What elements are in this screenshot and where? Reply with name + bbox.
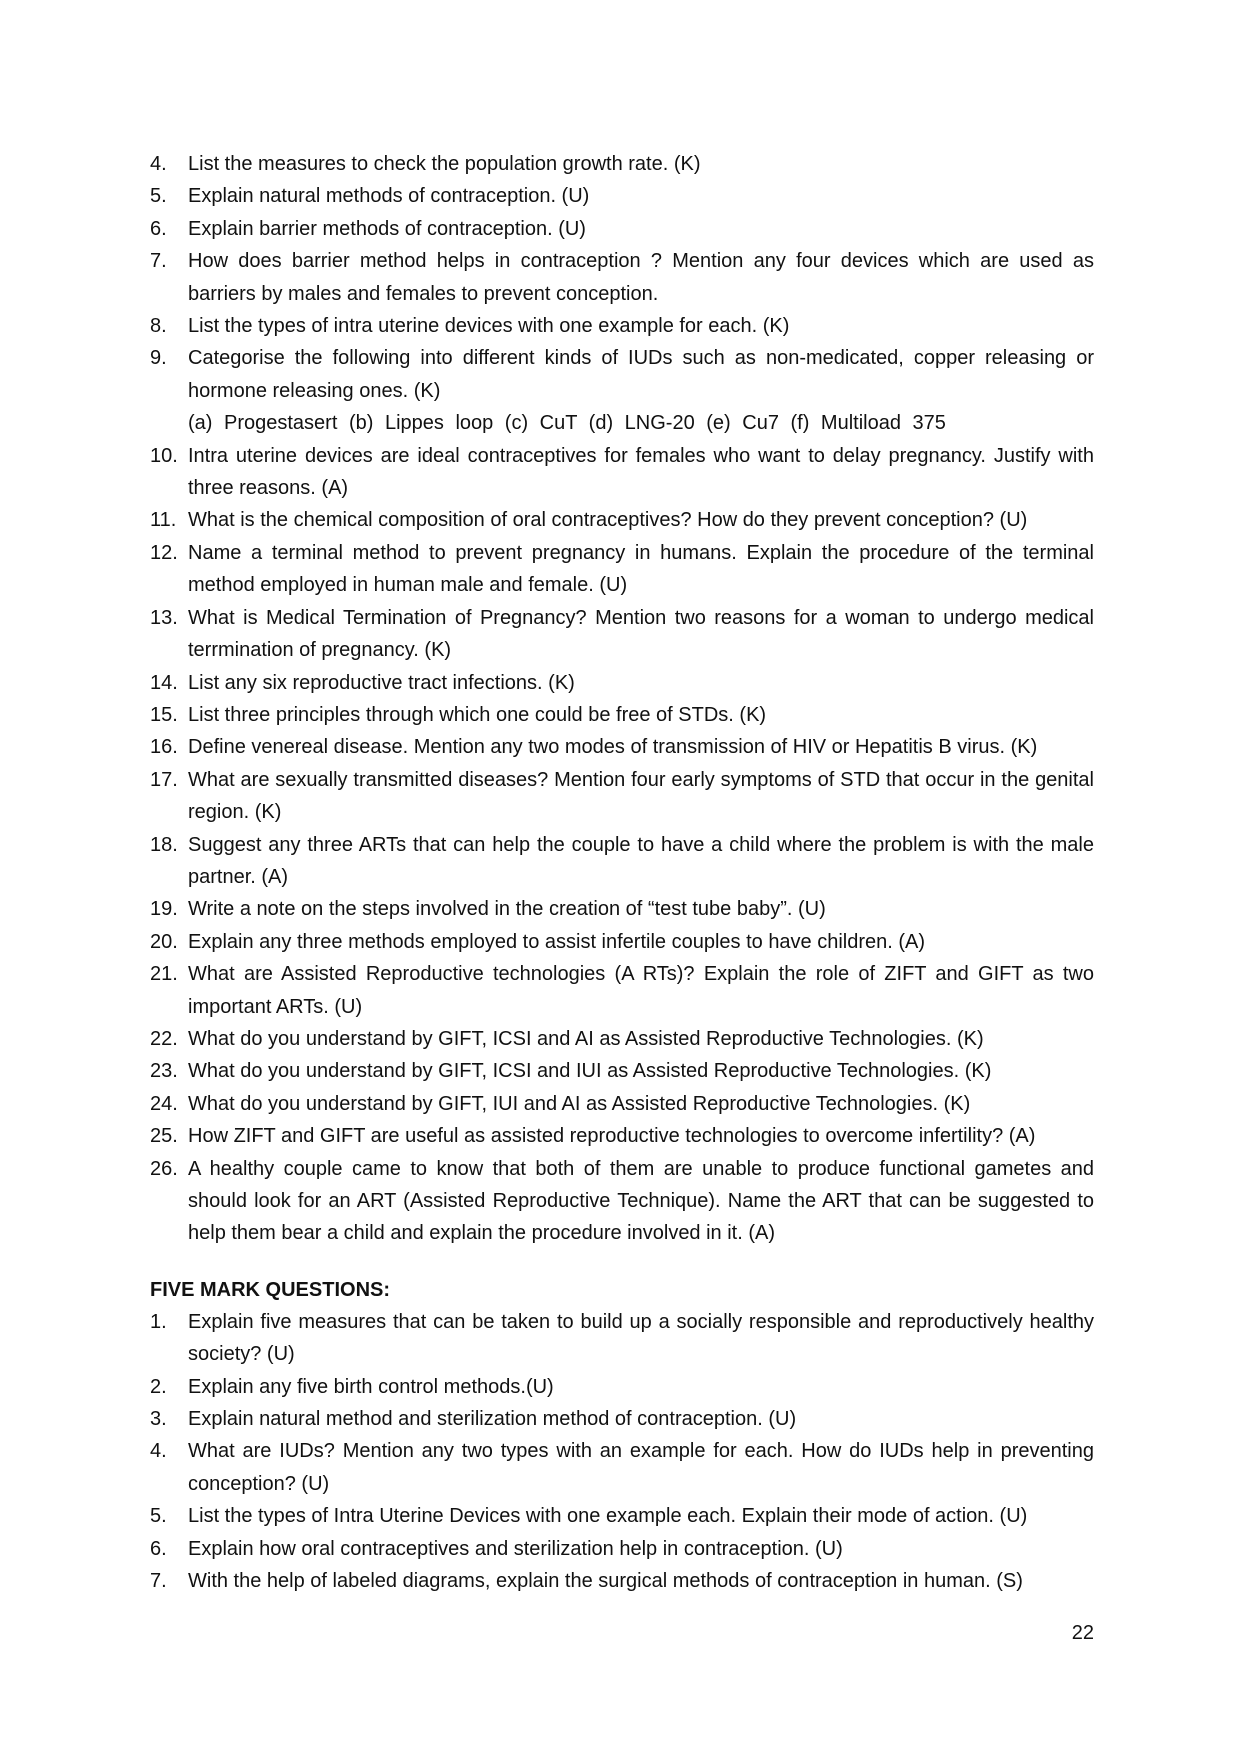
item-text: List the measures to check the population growth rate. (K) [188,153,701,175]
item-number: 26. [150,1157,178,1180]
item-text: Explain natural methods of contraception. (U) [188,185,590,208]
list-item [150,667,1094,699]
list-item [150,342,1094,439]
item-number: 21. [150,963,178,986]
list-item [150,148,1094,180]
item-text: With the help of labeled diagrams, explain the surgical methods of contraception in human. (S) [188,1570,1023,1593]
item-number: 18. [150,833,178,856]
item-text: What are IUDs? Mention any two types with an example for each. How do IUDs help in preventing conception? (U) [188,1440,1094,1495]
list-item [150,1023,1094,1055]
list-item [150,213,1094,245]
item-number: 5. [150,185,167,208]
item-number: 7. [150,250,167,273]
item-number: 7. [150,1570,167,1593]
list-item [150,1403,1094,1435]
item-text: How ZIFT and GIFT are useful as assisted reproductive technologies to overcome infertility? (A) [188,1125,1036,1148]
item-text: What do you understand by GIFT, ICSI and IUI as Assisted Reproductive Technologies. (K) [188,1060,992,1083]
list-item [150,1055,1094,1087]
item-number: 14. [150,671,178,694]
question-list-five-mark [150,1306,1094,1598]
list-item [150,764,1094,829]
item-number: 10. [150,444,178,467]
item-number: 6. [150,1537,167,1560]
list-item [150,893,1094,925]
list-item [150,926,1094,958]
item-text: What is the chemical composition of oral contraceptives? How do they prevent conception? (U) [188,509,1028,532]
list-item [150,440,1094,505]
list-item [150,1533,1094,1565]
item-number: 4. [150,153,167,175]
item-text: Explain five measures that can be taken to build up a socially responsible and reproductively healthy society? (U) [188,1310,1094,1366]
item-number: 13. [150,606,178,629]
list-item [150,180,1094,212]
item-number: 15. [150,703,178,726]
item-text: Explain natural method and sterilization method of contraception. (U) [188,1408,797,1431]
list-item [150,1435,1094,1500]
item-text: List three principles through which one could be free of STDs. (K) [188,703,767,726]
item-number: 12. [150,541,178,564]
item-number: 24. [150,1092,178,1115]
item-text: What are Assisted Reproductive technologies (A RTs)? Explain the role of ZIFT and GIFT as two important ARTs. (U) [188,963,1094,1018]
item-text: Categorise the following into different kinds of IUDs such as non-medicated, copper releasing or hormone releasing ones. (K) [188,347,1094,402]
item-text: Define venereal disease. Mention any two modes of transmission of HIV or Hepatitis B virus. (K) [188,736,1038,759]
item-text: Explain any five birth control methods.(U) [188,1375,554,1398]
item-number: 5. [150,1505,167,1528]
item-number: 9. [150,347,167,370]
item-number: 11. [150,509,177,532]
list-item [150,958,1094,1023]
item-text: Explain any three methods employed to assist infertile couples to have children. (A) [188,930,926,953]
list-item [150,731,1094,763]
item-text: How does barrier method helps in contraception ? Mention any four devices which are used as barriers by males and females to prevent conception. [188,250,1094,305]
iud-options: (a) Progestasert (b) Lippes loop (c) CuT (d) LNG-20 (e) Cu7 (f) Multiload 375 [188,412,946,435]
item-text: A healthy couple came to know that both of them are unable to produce functional gametes and should look for an ART (Assisted Reproductive Technique). Name the ART that can be suggested to help them bear a child and explain the procedure involved in it. (A) [188,1157,1094,1245]
list-item [150,699,1094,731]
item-text: Name a terminal method to prevent pregnancy in humans. Explain the procedure of the terminal method employed in human male and female. (U) [188,541,1094,597]
item-text: Explain barrier methods of contraception. (U) [188,217,586,240]
item-number: 8. [150,315,167,338]
list-item [150,537,1094,602]
item-number: 3. [150,1408,167,1431]
section-heading: FIVE MARK QUESTIONS: [150,1278,391,1301]
item-number: 20. [150,930,178,953]
item-text: What is Medical Termination of Pregnancy? Mention two reasons for a woman to undergo medical terrmination of pregnancy. (K) [188,606,1094,662]
list-item [150,1120,1094,1152]
item-number: 6. [150,217,167,240]
list-item [150,1306,1094,1371]
item-number: 23. [150,1060,178,1083]
item-text: What are sexually transmitted diseases? Mention four early symptoms of STD that occur in the genital region. (K) [188,768,1094,824]
item-number: 25. [150,1125,178,1148]
item-number: 16. [150,736,178,759]
list-item [150,245,1094,310]
list-item [150,1371,1094,1403]
item-text: What do you understand by GIFT, IUI and AI as Assisted Reproductive Technologies. (K) [188,1092,971,1115]
item-number: 1. [150,1310,167,1333]
list-item [150,1500,1094,1532]
item-number: 2. [150,1375,167,1398]
item-text: List the types of intra uterine devices with one example for each. (K) [188,315,790,338]
item-number: 22. [150,1027,178,1050]
item-number: 4. [150,1440,167,1463]
item-text: List any six reproductive tract infections. (K) [188,671,575,694]
page-number: 22 [1071,1622,1094,1644]
item-text: Suggest any three ARTs that can help the couple to have a child where the problem is with the male partner. (A) [188,833,1094,888]
item-text: Explain how oral contraceptives and sterilization help in contraception. (U) [188,1537,843,1560]
list-item [150,1088,1094,1120]
list-item [150,829,1094,894]
item-text: Intra uterine devices are ideal contraceptives for females who want to delay pregnancy. Justify with three reasons. (A) [188,444,1094,500]
item-text: Write a note on the steps involved in the creation of “test tube baby”. (U) [188,898,826,921]
list-item [150,1153,1094,1250]
item-text: List the types of Intra Uterine Devices with one example each. Explain their mode of action. (U) [188,1505,1028,1528]
item-number: 19. [150,898,178,921]
item-number: 17. [150,768,178,791]
item-text: What do you understand by GIFT, ICSI and AI as Assisted Reproductive Technologies. (K) [188,1027,984,1050]
list-item [150,1565,1094,1597]
list-item [150,310,1094,342]
list-item [150,504,1094,536]
document-page [150,148,1094,1597]
question-list-short [150,148,1094,1250]
list-item [150,602,1094,667]
